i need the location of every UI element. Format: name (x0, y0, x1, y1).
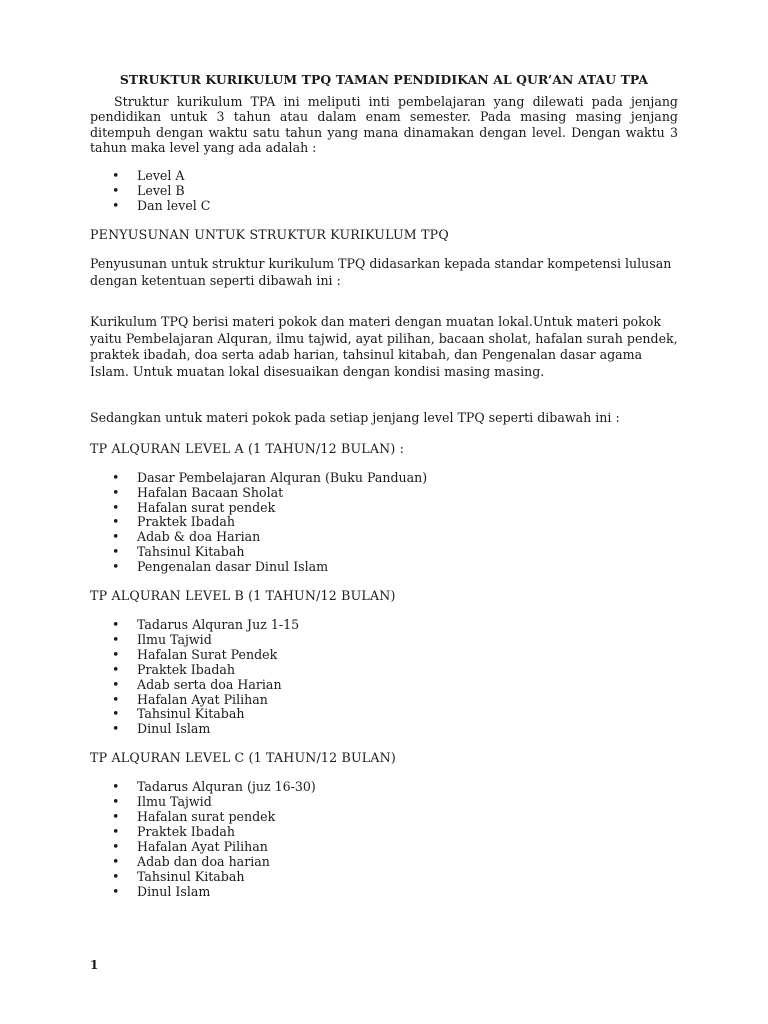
bullet-icon: • (112, 883, 120, 899)
bullet-icon: • (112, 824, 120, 839)
bullet-icon: • (112, 794, 120, 810)
list-item: • Tadarus Alquran (juz 16-30) (112, 779, 316, 795)
paragraph-penyusunan: Penyusunan untuk struktur kurikulum TPQ didasarkan kepada standar kompetensi lulusan dengan ketentuan seperti dibawah ini : (90, 256, 672, 288)
list-item: • Adab dan doa harian (112, 853, 270, 869)
list-item: • Tahsinul Kitabah (112, 868, 245, 884)
list-item: • Praktek Ibadah (112, 824, 236, 839)
list-item: • Tahsinul Kitabah (112, 706, 245, 722)
bullet-icon: • (112, 809, 120, 825)
document-title: STRUKTUR KURIKULUM TPQ TAMAN PENDIDIKAN AL QUR’AN ATAU TPA (119, 72, 649, 87)
list-item: • Level B (112, 183, 185, 199)
bullet-icon: • (112, 499, 120, 515)
bullet-icon: • (112, 198, 120, 214)
list-item: • Tadarus Alquran Juz 1-15 (112, 617, 300, 633)
list-item: • Level A (112, 168, 185, 184)
paragraph-kurikulum: Kurikulum TPQ berisi materi pokok dan materi dengan muatan lokal.Untuk materi pokok yaitu Pembelajaran Alquran, ilmu tajwid, ayat pilihan, bacaan sholat, hafalan surah pendek, praktek ibadah, doa serta adab harian, tahsinul kitabah, dan Pengenalan dasar agama Islam. Untuk muatan lokal disesuaikan dengan kondisi masing masing. (90, 314, 678, 379)
bullet-icon: • (112, 706, 120, 722)
intro-paragraph: Struktur kurikulum TPA ini meliputi inti pembelajaran yang dilewati pada jenjang pendidikan untuk 3 tahun atau dalam enam semester. Pada masing masing jenjang ditempuh dengan waktu satu tahun yang mana dinamakan dengan level. Dengan waktu 3 tahun maka level yang ada adalah : (90, 94, 678, 155)
list-item: • Hafalan surat pendek (112, 499, 276, 515)
list-item: • Hafalan surat pendek (112, 809, 276, 825)
list-item: • Adab & doa Harian (112, 529, 261, 545)
list-item: • Dan level C (112, 198, 211, 214)
bullet-icon: • (112, 529, 120, 545)
bullet-icon: • (112, 661, 120, 677)
level-c-list (90, 780, 678, 899)
list-item: • Adab serta doa Harian (112, 676, 282, 692)
list-item: • Dinul Islam (112, 721, 211, 737)
bullet-icon: • (112, 544, 120, 560)
list-item: • Dasar Pembelajaran Alquran (Buku Panduan) (112, 469, 428, 485)
list-item: • Hafalan Ayat Pilihan (112, 691, 268, 707)
bullet-icon: • (112, 617, 120, 633)
bullet-icon: • (112, 168, 120, 184)
list-item: • Tahsinul Kitabah (112, 544, 245, 560)
level-b-heading: TP ALQURAN LEVEL B (1 TAHUN/12 BULAN) (90, 588, 396, 604)
level-b-list (90, 618, 678, 737)
bullet-icon: • (112, 676, 120, 692)
bullet-icon: • (112, 559, 120, 575)
levels-list (90, 168, 678, 213)
bullet-icon: • (112, 721, 120, 737)
bullet-icon: • (112, 631, 120, 647)
list-item: • Hafalan Surat Pendek (112, 646, 278, 662)
document-page (90, 70, 678, 900)
bullet-icon: • (112, 868, 120, 884)
level-a-heading: TP ALQURAN LEVEL A (1 TAHUN/12 BULAN) : (90, 440, 405, 456)
list-item: • Hafalan Ayat Pilihan (112, 838, 268, 854)
paragraph-materi: Sedangkan untuk materi pokok pada setiap jenjang level TPQ seperti dibawah ini : (90, 410, 620, 426)
page-number: 1 (90, 958, 99, 972)
list-item: • Ilmu Tajwid (112, 794, 212, 810)
bullet-icon: • (112, 469, 120, 485)
level-c-heading: TP ALQURAN LEVEL C (1 TAHUN/12 BULAN) (90, 750, 397, 766)
bullet-icon: • (112, 484, 120, 500)
section-heading: PENYUSUNAN UNTUK STRUKTUR KURIKULUM TPQ (90, 227, 449, 243)
level-a-list (90, 471, 678, 575)
bullet-icon: • (112, 853, 120, 869)
list-item: • Ilmu Tajwid (112, 631, 212, 647)
list-item: • Pengenalan dasar Dinul Islam (112, 559, 329, 575)
bullet-icon: • (112, 514, 120, 530)
list-item: • Praktek Ibadah (112, 661, 236, 677)
list-item: • Praktek Ibadah (112, 514, 236, 530)
list-item: • Dinul Islam (112, 883, 211, 899)
list-item: • Hafalan Bacaan Sholat (112, 484, 284, 500)
bullet-icon: • (112, 779, 120, 795)
bullet-icon: • (112, 183, 120, 199)
bullet-icon: • (112, 838, 120, 854)
bullet-icon: • (112, 691, 120, 707)
bullet-icon: • (112, 646, 120, 662)
